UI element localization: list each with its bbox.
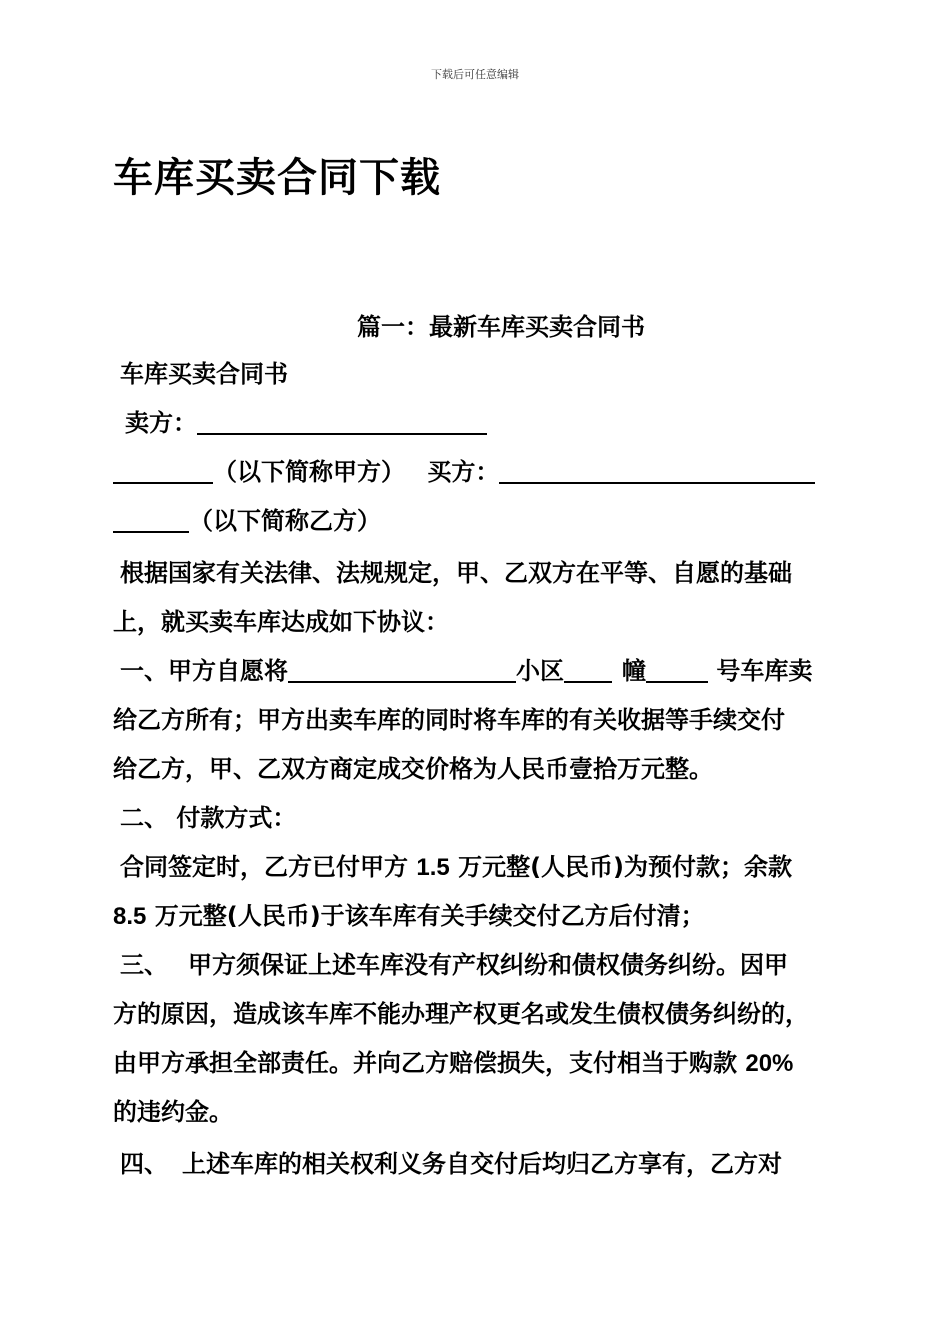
intro-text-1: 根据国家有关法律、法规规定，甲、乙双方在平等、自愿的基础 (120, 559, 792, 587)
clause3-line-3 (113, 1039, 848, 1088)
clause3-number: 三、 (120, 951, 168, 979)
garage-number-label: 号车库卖 (708, 657, 813, 685)
clause3-text-3: 由甲方承担全部责任。并向乙方赔偿损失，支付相当于购款 (113, 1049, 746, 1077)
clause3-text-2: 方的原因，造成该车库不能办理产权更名或发生债权债务纠纷的， (113, 1000, 809, 1028)
clause4-text-1: 上述车库的相关权利义务自交付后均归乙方享有，乙方对 (182, 1150, 782, 1178)
document-title: 车库买卖合同下载 (113, 155, 441, 201)
clause1-line-3 (113, 745, 848, 794)
clause2-text-2: 万元整(人民币)于该车库有关手续交付乙方后付清； (146, 902, 705, 930)
seller-blank-continued (113, 454, 213, 484)
buyer-blank-continued (113, 503, 189, 533)
clause1-line-1 (113, 647, 848, 696)
clause2-line-2 (113, 892, 848, 941)
clause3-line-4 (113, 1088, 848, 1137)
clause1-text-2: 给乙方所有；甲方出卖车库的同时将车库的有关收据等手续交付 (113, 706, 785, 734)
seller-line (113, 399, 848, 448)
community-label: 小区 (516, 657, 564, 685)
prepayment-amount: 1.5 (416, 854, 450, 881)
clause3-line-2 (113, 990, 848, 1039)
clause2-heading (113, 794, 848, 843)
clause2-heading-text: 二、 付款方式： (120, 804, 297, 832)
header-note: 下载后可任意编辑 (431, 68, 519, 81)
section-title: 篇一：最新车库买卖合同书 (357, 313, 645, 341)
garage-number-blank (646, 653, 708, 683)
clause3-text-1: 甲方须保证上述车库没有产权纠纷和债权债务纠纷。因甲 (188, 951, 788, 979)
seller-blank (197, 405, 487, 435)
clause4-line-1 (113, 1140, 848, 1189)
clause1-line-2 (113, 696, 848, 745)
clause4-number: 四、 (120, 1150, 168, 1178)
penalty-percentage: 20% (745, 1050, 794, 1077)
clause2-text-1b: 万元整(人民币)为预付款；余款 (449, 853, 793, 881)
intro-text-2: 上，就买卖车库达成如下协议： (113, 608, 449, 636)
party-b-line (113, 497, 848, 546)
intro-line-1 (113, 549, 848, 598)
buyer-blank (499, 454, 815, 484)
clause3-text-4: 的违约金。 (113, 1098, 233, 1126)
community-blank (288, 653, 516, 683)
clause1-text-3: 给乙方，甲、乙双方商定成交价格为人民币壹拾万元整。 (113, 755, 713, 783)
clause2-line-1 (113, 843, 848, 892)
balance-amount: 8.5 (113, 903, 147, 930)
contract-name-line (113, 350, 848, 399)
clause1-prefix: 一、甲方自愿将 (120, 657, 288, 685)
contract-name: 车库买卖合同书 (120, 360, 288, 388)
buyer-label: 买方： (427, 458, 500, 486)
contract-body (113, 350, 848, 1189)
clause2-text-1a: 合同签定时，乙方已付甲方 (120, 853, 417, 881)
building-label: 幢 (622, 657, 646, 685)
seller-label: 卖方： (125, 409, 197, 437)
building-blank (564, 653, 612, 683)
clause3-line-1 (113, 941, 848, 990)
intro-line-2 (113, 598, 848, 647)
party-a-note: （以下简称甲方） (213, 458, 405, 486)
party-b-note: （以下简称乙方） (189, 507, 381, 535)
party-a-line (113, 448, 848, 497)
